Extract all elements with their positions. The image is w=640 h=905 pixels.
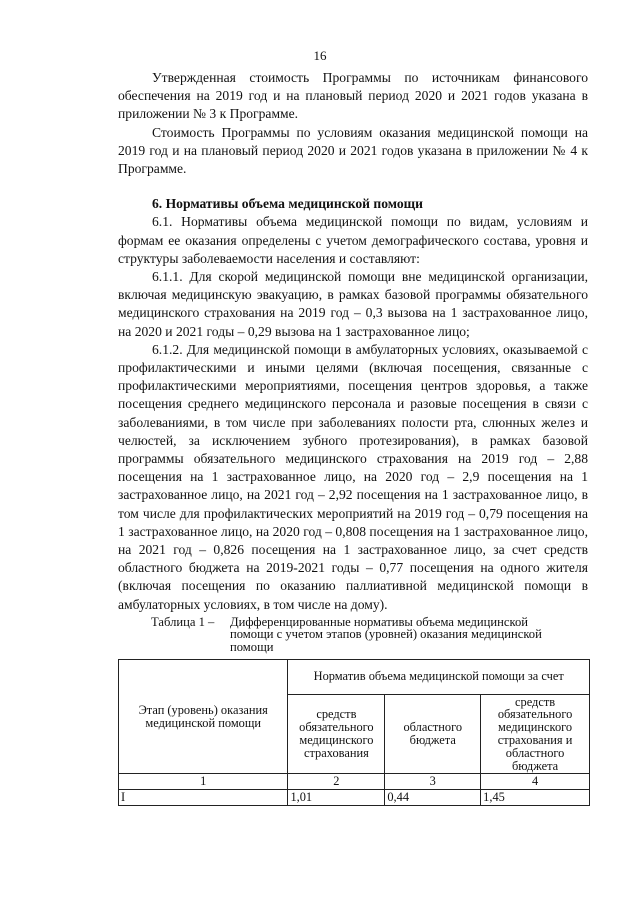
header-budget: областного бюджета — [385, 694, 481, 774]
cell-budget: 0,44 — [385, 790, 481, 806]
col-number-2: 2 — [288, 774, 385, 790]
norms-table — [118, 659, 590, 806]
cell-stage: I — [119, 790, 288, 806]
table-caption-text: Дифференцированные нормативы объема медицинской помощи с учетом этапов (уровней) оказания медицинской помощи — [230, 614, 542, 655]
paragraph-6-1: 6.1. Нормативы объема медицинской помощи по видам, условиям и формам ее оказания определены с учетом демографического состава, уровня и структуры заболеваемости населения и составляют: — [118, 214, 588, 266]
page-number: 16 — [313, 48, 327, 63]
col-number-3: 3 — [385, 774, 481, 790]
cell-total: 1,45 — [481, 790, 590, 806]
paragraph-cost-conditions: Стоимость Программы по условиям оказания медицинской помощи на 2019 год и на плановый период 2020 и 2021 годов указана в приложении № 4 к Программе. — [118, 124, 588, 177]
paragraph-cost-sources: Утвержденная стоимость Программы по источникам финансового обеспечения на 2019 год и на плановый период 2020 и 2021 годов указана в приложении № 3 к Программе. — [118, 70, 588, 122]
col-number-4: 4 — [481, 774, 590, 790]
document-body — [118, 69, 588, 806]
cell-oms: 1,01 — [288, 790, 385, 806]
header-oms-budget: средств обязательного медицинского страхования и областного бюджета — [481, 694, 590, 774]
table-row — [119, 790, 590, 806]
paragraph-6-1-1: 6.1.1. Для скорой медицинской помощи вне медицинской организации, включая медицинскую эвакуацию, в рамках базовой программы обязательного медицинского страхования на 2019 год – 0,3 вызова на 1 застрахованное лицо, на 2020 и 2021 годы – 0,29 вызова на 1 застрахованное лицо; — [118, 269, 588, 339]
header-stage: Этап (уровень) оказания медицинской помощи — [119, 659, 288, 774]
header-oms: средств обязательного медицинского страхования — [288, 694, 385, 774]
col-number-1: 1 — [119, 774, 288, 790]
table-caption-label: Таблица 1 – — [151, 614, 215, 629]
header-group: Норматив объема медицинской помощи за счет — [288, 659, 590, 694]
section-heading: 6. Нормативы объема медицинской помощи — [152, 196, 423, 212]
table-caption — [118, 616, 588, 654]
paragraph-6-1-2: 6.1.2. Для медицинской помощи в амбулаторных условиях, оказываемой с профилактическими и иными целями (включая посещения, связанные с профилактическими мероприятиями, посещения центров здоровья, а также посещения среднего медицинского персонала и разовые посещения в связи с заболеваниями, в том числе при заболеваниях полости рта, слюнных желез и челюстей, за исключением зубного протезирования), в рамках базовой программы обязательного медицинского страхования на 2019 год – 2,88 посещения на 1 застрахованное лицо, на 2020 год – 2,9 посещения на 1 застрахованное лицо, на 2021 год – 2,92 посещения на 1 застрахованное лицо, в том числе для профилактических мероприятий на 2019 год – 0,79 посещения на 1 застрахованное лицо, на 2020 год – 0,808 посещения на 1 застрахованное лицо, на 2021 год – 0,826 посещения на 1 застрахованное лицо, за счет средств областного бюджета на 2019-2021 годы – 0,77 посещения на одного жителя (включая посещения по оказанию паллиативной медицинской помощи в амбулаторных условиях, в том числе на дому). — [118, 341, 588, 612]
